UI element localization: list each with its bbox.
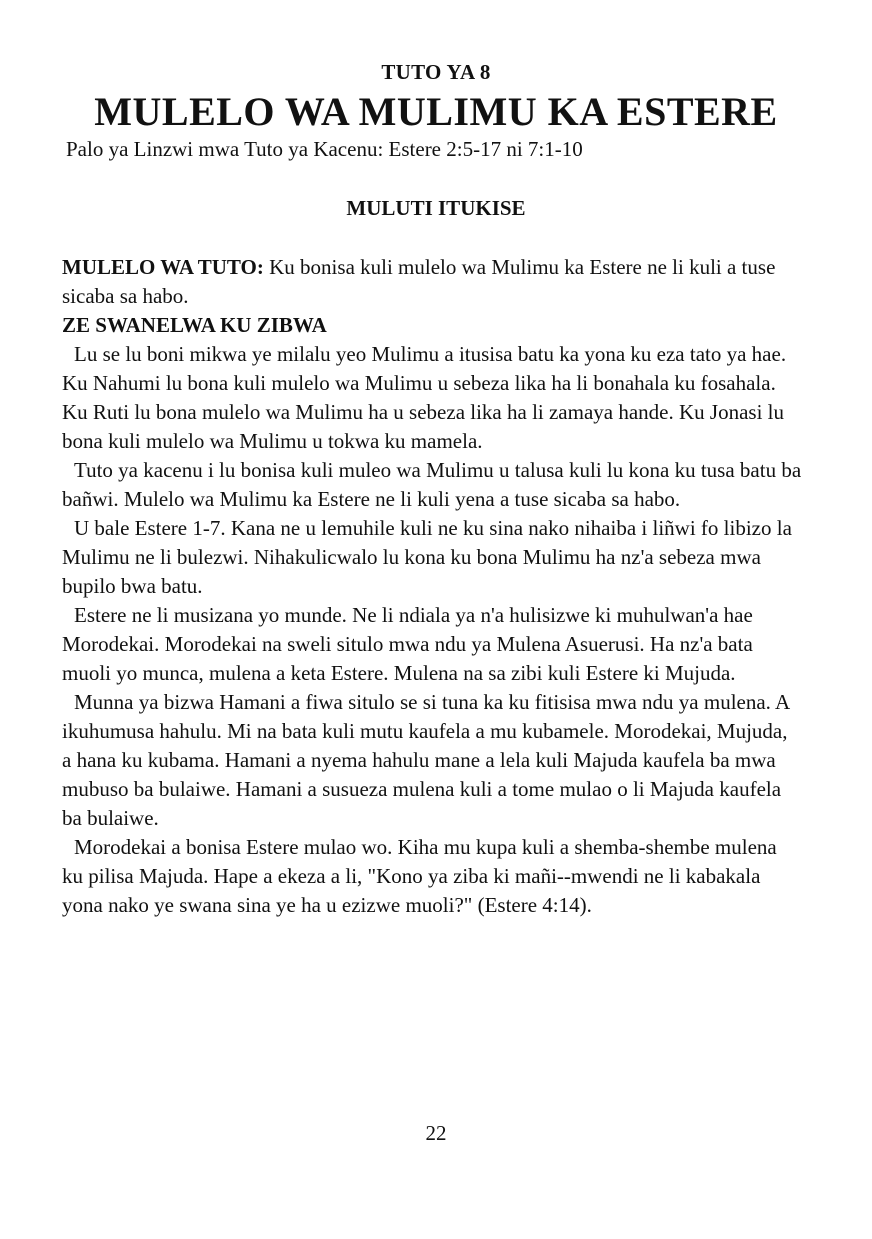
- paragraph: Tuto ya kacenu i lu bonisa kuli muleo wa Mulimu u talusa kuli lu kona ku tusa batu ba bañwi. Mulelo wa Mulimu ka Estere ne li kuli yena a tuse sicaba sa habo.: [62, 458, 802, 511]
- section-heading: MULUTI ITUKISE: [346, 196, 526, 220]
- lesson-number: TUTO YA 8: [381, 60, 491, 84]
- purpose-label: MULELO WA TUTO:: [62, 255, 264, 279]
- purpose-text: Ku bonisa kuli mulelo wa Mulimu ka Estere ne li kuli a tuse sicaba sa habo.: [62, 255, 776, 308]
- paragraph: U bale Estere 1-7. Kana ne u lemuhile kuli ne ku sina nako nihaiba i liñwi fo libizo la Mulimu ne li bulezwi. Nihakulicwalo lu kona ku bona Mulimu ha nz'a sebeza mwa bupilo bwa batu.: [62, 516, 792, 598]
- paragraph: Morodekai a bonisa Estere mulao wo. Kiha mu kupa kuli a shemba-shembe mulena ku pilisa Majuda. Hape a ekeza a li, "Kono ya ziba ki mañi--mwendi ne li kabakala yona nako ye swana sina ye ha u ezizwe muoli?" (Estere 4:14).: [62, 835, 777, 917]
- purpose-paragraph: [62, 253, 802, 311]
- paragraph: Munna ya bizwa Hamani a fiwa situlo se si tuna ka ku fitisisa mwa ndu ya mulena. A ikuhumusa hahulu. Mi na bata kuli mutu kaufela a mu kubamele. Morodekai, Mujuda, a hana ku kubama. Hamani a nyema hahulu mane a lela kuli Majuda kaufela ba mwa mubuso ba bulaiwe. Hamani a susueza mulena kuli a tome mulao o li Majuda kaufela ba bulaiwe.: [62, 690, 790, 830]
- page-number: 22: [425, 1121, 447, 1145]
- body-text: [62, 253, 802, 920]
- page-title: MULELO WA MULIMU KA ESTERE: [94, 89, 778, 134]
- paragraph: Estere ne li musizana yo munde. Ne li ndiala ya n'a hulisizwe ki muhulwan'a hae Morodekai. Morodekai na sweli situlo mwa ndu ya Mulena Asuerusi. Ha nz'a bata muoli yo munca, mulena a keta Estere. Mulena na sa zibi kuli Estere ki Mujuda.: [62, 603, 753, 685]
- scripture-reading: Palo ya Linzwi mwa Tuto ya Kacenu: Estere 2:5-17 ni 7:1-10: [66, 137, 583, 161]
- subheading: ZE SWANELWA KU ZIBWA: [62, 313, 327, 337]
- paragraph: Lu se lu boni mikwa ye milalu yeo Mulimu a itusisa batu ka yona ku eza tato ya hae. Ku Nahumi lu bona kuli mulelo wa Mulimu u sebeza lika ha li bonahala ku fosahala. Ku Ruti lu bona mulelo wa Mulimu ha u sebeza lika ha li zamaya hande. Ku Jonasi lu bona kuli mulelo wa Mulimu u tokwa ku mamela.: [62, 342, 787, 453]
